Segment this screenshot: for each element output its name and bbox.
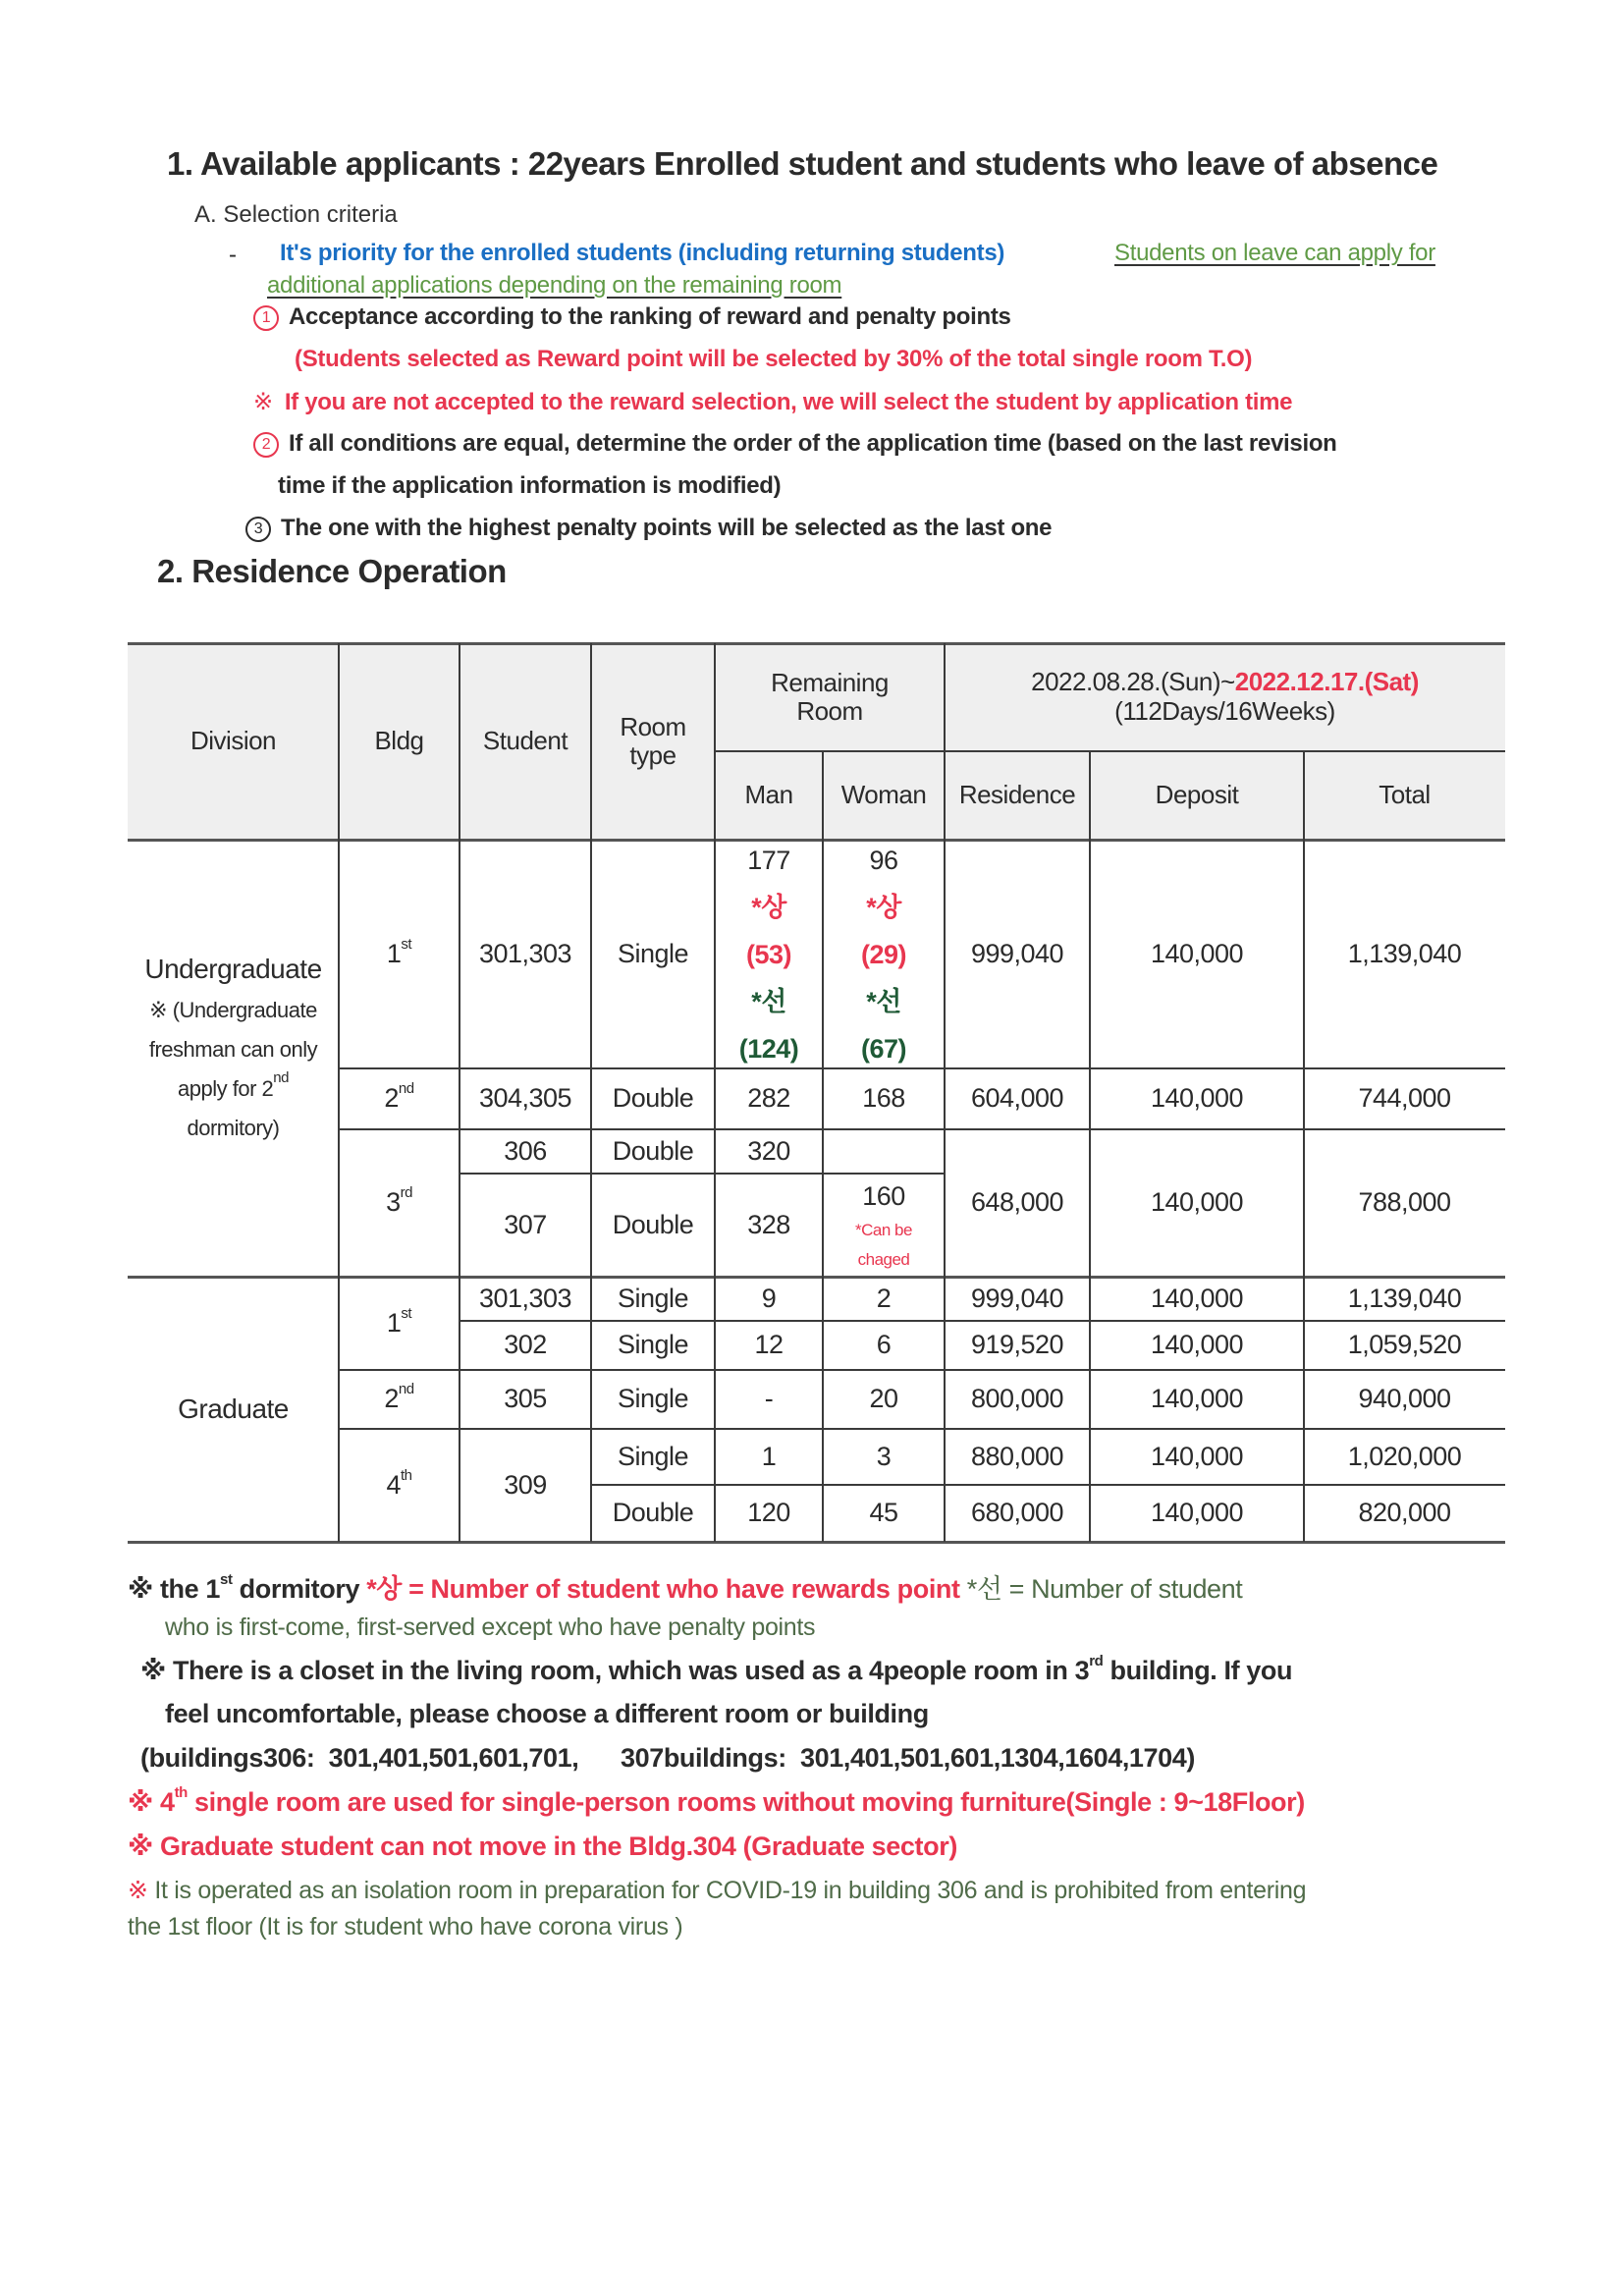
period-length: (112Days/16Weeks): [1114, 696, 1335, 726]
ug-row3-deposit: 140,000: [1150, 1187, 1244, 1218]
ordinal-suffix: st: [220, 1571, 233, 1588]
ordinal-suffix: nd: [398, 1080, 414, 1098]
undergraduate-note-line3: [178, 1069, 289, 1109]
ug-row2-deposit: 140,000: [1150, 1083, 1244, 1114]
note-1-cont: who is first-come, first-served except who have penalty points: [165, 1613, 816, 1641]
grad-row4-student: 309: [504, 1469, 547, 1500]
col-line: [1303, 751, 1305, 1542]
table-top-border: [128, 642, 1505, 645]
ordinal-suffix: st: [401, 935, 412, 953]
grad-row1-student: 301,303: [478, 1283, 572, 1313]
grad-row2-man: 12: [754, 1330, 784, 1360]
bldg-number: 3: [386, 1187, 401, 1218]
ordinal-suffix: th: [174, 1784, 188, 1801]
ug-row2-residence: 604,000: [970, 1083, 1064, 1114]
priority-text: It's priority for the enrolled students (including returning students): [280, 240, 1005, 266]
reference-mark-icon: ※: [128, 1877, 148, 1904]
grad-row2-residence: 919,520: [970, 1330, 1064, 1360]
note-5: [128, 1876, 1306, 1905]
grad-bldg-1: [339, 1277, 460, 1370]
ug-row4-man: 328: [747, 1209, 790, 1239]
header-split-line: [715, 750, 1505, 752]
header-period: [945, 643, 1505, 751]
reward-label: *상: [866, 892, 901, 922]
grad-row4-man: 1: [761, 1441, 777, 1471]
note-4: ※ Graduate student can not move in the Bldg.304 (Graduate sector): [128, 1831, 957, 1861]
can-be-changed-note-2: chaged: [857, 1249, 910, 1269]
header-bottom-border: [128, 839, 1505, 842]
ug-row1-student: 301,303: [478, 938, 572, 968]
ug-row2-student: 304,305: [478, 1083, 572, 1114]
criteria-item-2: [253, 430, 1337, 458]
ug-row4-student: 307: [504, 1209, 547, 1239]
ordinal-suffix: st: [401, 1304, 412, 1322]
ug-row3-residence: 648,000: [970, 1187, 1064, 1218]
reward-count: (29): [860, 939, 906, 969]
grad-row2-room-type: Single: [617, 1330, 689, 1360]
grad-bldg-2: [339, 1370, 460, 1429]
row-line: [339, 1067, 1505, 1069]
leave-students-text-2: additional applications depending on the remaining room: [267, 272, 842, 299]
header-period-dates: [1031, 668, 1419, 697]
row-line: [339, 1369, 1505, 1371]
ug-row2-total: 744,000: [1358, 1083, 1451, 1114]
can-be-changed-note-1: *Can be: [855, 1220, 912, 1239]
criteria-item-3: [245, 515, 1052, 542]
grad-row5-room-type: Double: [612, 1498, 694, 1528]
ug-row1-man: [715, 840, 823, 1068]
ug-row4-woman: [823, 1174, 945, 1277]
grad-row3-deposit: 140,000: [1150, 1384, 1244, 1414]
header-remaining-room: [715, 643, 945, 751]
note-5-cont: the 1st floor (It is for student who have corona virus ): [128, 1913, 683, 1941]
row-line: [591, 1484, 1505, 1486]
criteria-item-3-text: The one with the highest penalty points will be selected as the last one: [281, 515, 1053, 541]
reward-reference-note: [253, 388, 1292, 416]
grad-row5-woman: 45: [869, 1498, 898, 1528]
ug-row4-room-type: Double: [612, 1209, 694, 1239]
grad-row2-woman: 6: [876, 1330, 892, 1360]
grad-row5-total: 820,000: [1358, 1498, 1451, 1528]
undergraduate-label: Undergraduate: [144, 954, 322, 984]
ug-row3-woman: [823, 1129, 945, 1174]
reward-reference-text: If you are not accepted to the reward selection, we will select the student by application time: [284, 389, 1293, 415]
man-count: 177: [747, 845, 790, 875]
header-room-type-line1: Room: [620, 712, 686, 742]
note-2: [140, 1653, 1293, 1686]
ug-row2-bldg: [339, 1068, 460, 1129]
grad-row4-total: 1,020,000: [1347, 1441, 1462, 1471]
header-residence: Residence: [945, 751, 1090, 840]
grad-row1-man: 9: [761, 1283, 777, 1313]
note-1: [128, 1567, 1242, 1606]
header-room-type-line2: type: [629, 740, 676, 770]
col-line: [714, 643, 716, 1542]
circled-number-2: 2: [253, 432, 279, 458]
section-2-title: 2. Residence Operation: [157, 553, 507, 589]
header-man: Man: [715, 751, 823, 840]
grad-row4-woman: 3: [876, 1441, 892, 1471]
criteria-item-2-text: If all conditions are equal, determine the order of the application time (based on the last revision: [289, 430, 1337, 457]
grad-row5-man: 120: [747, 1498, 790, 1528]
col-line: [1089, 751, 1091, 1542]
first-come-label: *선: [866, 986, 901, 1016]
col-line: [338, 643, 340, 1542]
col-line: [944, 643, 946, 1542]
note-2-part-a: ※ There is a closet in the living room, which was used as a 4people room in 3: [140, 1656, 1090, 1685]
criteria-item-1-text: Acceptance according to the ranking of reward and penalty points: [289, 303, 1011, 330]
header-student: Student: [460, 643, 591, 840]
header-room-type: [591, 643, 715, 840]
row-line: [339, 1128, 1505, 1130]
group-separator: [128, 1276, 1505, 1279]
grad-row4-residence: 880,000: [970, 1441, 1064, 1471]
ug-row1-bldg: [339, 840, 460, 1068]
circled-number-3: 3: [245, 517, 271, 542]
criteria-item-1-note: (Students selected as Reward point will be selected by 30% of the total single room T.O): [295, 346, 1253, 372]
division-graduate: Graduate: [178, 1393, 289, 1424]
header-deposit: Deposit: [1090, 751, 1304, 840]
ug-row1-deposit: 140,000: [1150, 938, 1244, 968]
header-woman: Woman: [823, 751, 945, 840]
reward-count: (53): [745, 939, 791, 969]
header-division: Division: [128, 643, 339, 840]
note-3: [128, 1784, 1305, 1818]
bldg-number: 2: [384, 1384, 399, 1414]
ordinal-suffix: rd: [400, 1184, 412, 1202]
grad-row2-total: 1,059,520: [1347, 1330, 1462, 1360]
criteria-item-1: [253, 303, 1011, 331]
note-2-part-b: building. If you: [1109, 1656, 1293, 1685]
ug-row3-student: 306: [504, 1135, 547, 1166]
leave-students-text-1: Students on leave can apply for: [1114, 240, 1435, 266]
grad-row3-residence: 800,000: [970, 1384, 1064, 1414]
grad-row1-residence: 999,040: [970, 1283, 1064, 1313]
ug-row2-woman: 168: [862, 1083, 905, 1114]
reference-mark-icon: ※: [128, 1574, 153, 1604]
first-come-label: *선: [751, 986, 786, 1016]
col-line: [822, 751, 824, 1542]
grad-row3-student: 305: [504, 1384, 547, 1414]
note-1-reward-definition: *상 = Number of student who have rewards point: [366, 1574, 960, 1604]
row-line: [460, 1320, 1505, 1322]
note-2-cont: feel uncomfortable, please choose a different room or building: [165, 1699, 929, 1728]
division-undergraduate: [128, 840, 339, 1277]
grad-row3-man: -: [764, 1384, 774, 1414]
ug-row1-room-type: Single: [617, 938, 689, 968]
grad-row4-deposit: 140,000: [1150, 1441, 1244, 1471]
grad-row4-room-type: Single: [617, 1441, 689, 1471]
residence-fee-table: [128, 643, 1505, 1542]
note-3-part-a: ※ 4: [128, 1787, 175, 1817]
undergraduate-note-line4: dormitory): [187, 1116, 280, 1140]
row-line: [339, 1428, 1505, 1430]
grad-row3-total: 940,000: [1358, 1384, 1451, 1414]
bldg-number: 4: [386, 1469, 401, 1500]
undergraduate-note-line2: freshman can only: [148, 1037, 318, 1062]
ug-row2-man: 282: [747, 1083, 790, 1114]
grad-row3-room-type: Single: [617, 1384, 689, 1414]
ordinal-suffix: nd: [273, 1069, 289, 1086]
bldg-number: 2: [384, 1083, 399, 1114]
header-remaining-line1: Remaining: [771, 668, 889, 698]
grad-row2-student: 302: [504, 1330, 547, 1360]
bldg-number: 1: [386, 1307, 402, 1338]
bldg-number: 1: [386, 938, 402, 968]
ug-row3-total: 788,000: [1358, 1187, 1451, 1218]
grad-row1-woman: 2: [876, 1283, 892, 1313]
grad-row5-residence: 680,000: [970, 1498, 1064, 1528]
grad-row1-total: 1,139,040: [1347, 1283, 1462, 1313]
col-line: [459, 643, 460, 1542]
section-1-title: 1. Available applicants : 22years Enrolled student and students who leave of absence: [167, 145, 1438, 182]
ug-row2-room-type: Double: [612, 1083, 694, 1114]
note-3-part-b: single room are used for single-person rooms without moving furniture(Single : 9~18Floor): [194, 1787, 1305, 1817]
reward-label: *상: [751, 892, 786, 922]
ordinal-suffix: rd: [1089, 1653, 1104, 1669]
row-line: [460, 1173, 945, 1175]
note-2-room-list: (buildings306: 301,401,501,601,701, 307buildings: 301,401,501,601,1304,1604,1704): [140, 1743, 1195, 1773]
note-1-first-come-definition: *선 = Number of student: [966, 1574, 1243, 1604]
criteria-item-2-cont: time if the application information is modified): [278, 472, 782, 499]
ug-row1-woman: [823, 840, 945, 1068]
first-come-count: (67): [860, 1033, 906, 1064]
ordinal-suffix: nd: [398, 1381, 414, 1398]
undergraduate-note-line1: ※ (Undergraduate: [149, 998, 317, 1022]
ug-row1-residence: 999,040: [970, 938, 1064, 968]
note-5-text: It is operated as an isolation room in preparation for COVID-19 in building 306 and is prohibited from entering: [154, 1877, 1307, 1904]
selection-criteria-heading: A. Selection criteria: [194, 201, 398, 228]
header-bldg: Bldg: [339, 643, 460, 840]
grad-bldg-4: [339, 1429, 460, 1542]
grad-row1-room-type: Single: [617, 1283, 689, 1313]
period-start: 2022.08.28.(Sun)~: [1031, 667, 1235, 697]
ug-row3-room-type: Double: [612, 1135, 694, 1166]
dash-bullet: -: [229, 242, 237, 268]
ug-row1-total: 1,139,040: [1347, 938, 1462, 968]
col-line: [590, 643, 592, 1542]
table-bottom-border: [128, 1541, 1505, 1544]
period-end: 2022.12.17.(Sat): [1234, 667, 1419, 697]
note-1-part-a: the 1: [159, 1574, 220, 1604]
grad-row2-deposit: 140,000: [1150, 1330, 1244, 1360]
ordinal-suffix: th: [401, 1466, 412, 1484]
reference-mark-icon: ※: [253, 389, 273, 415]
first-come-count: (124): [738, 1033, 799, 1064]
ug-row3-bldg: [339, 1129, 460, 1277]
header-remaining-line2: Room: [796, 696, 863, 726]
grad-row1-deposit: 140,000: [1150, 1283, 1244, 1313]
grad-row5-deposit: 140,000: [1150, 1498, 1244, 1528]
circled-number-1: 1: [253, 305, 279, 331]
header-total: Total: [1304, 751, 1505, 840]
note-1-part-b: dormitory: [239, 1574, 360, 1604]
undergraduate-note-line3-text: apply for 2: [178, 1076, 274, 1101]
ug-row3-man: 320: [747, 1135, 790, 1166]
grad-row3-woman: 20: [869, 1384, 898, 1414]
woman-count: 160: [862, 1180, 905, 1211]
woman-count: 96: [869, 845, 898, 875]
